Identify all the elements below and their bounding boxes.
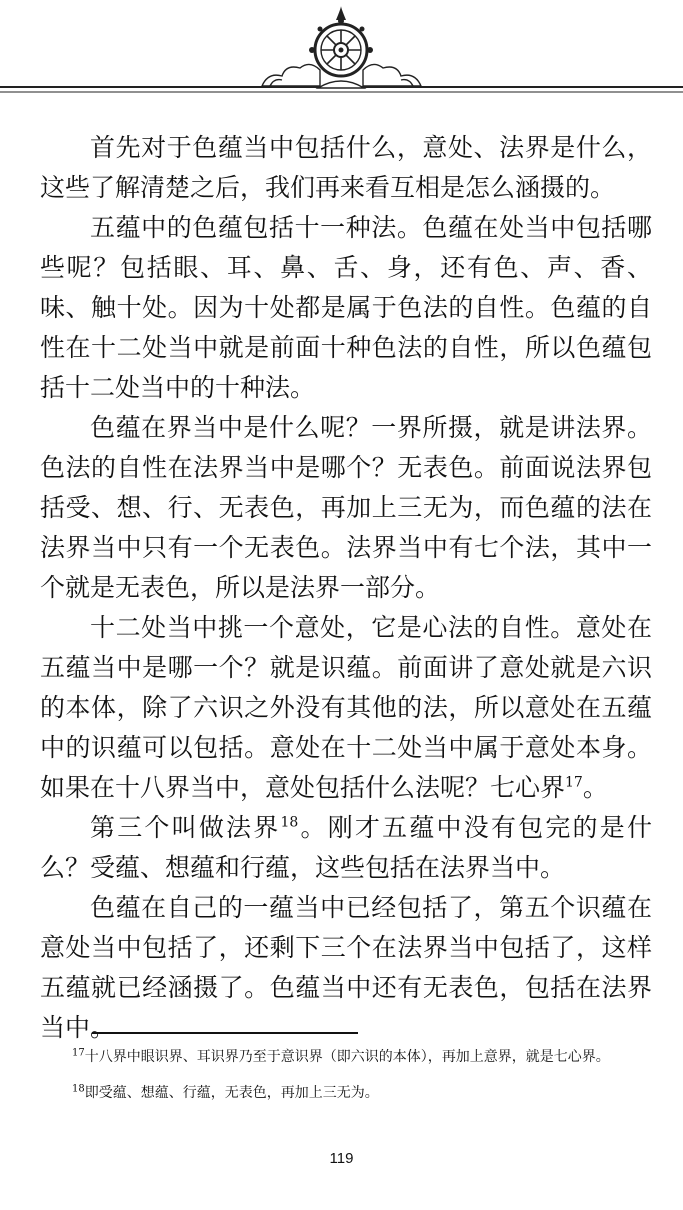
footnote-divider <box>92 1032 358 1034</box>
footnote-ref[interactable]: 17 <box>565 774 583 791</box>
footnote-mark: 18 <box>72 1083 85 1095</box>
paragraph: 第三个叫做法界$^{18}$。刚才五蕴中没有包完的是什么？受蕴、想蕴和行蕴，这些包括在法界当中。 <box>40 813 652 882</box>
main-text <box>40 128 652 1048</box>
paragraph: 首先对于色蕴当中包括什么，意处、法界是什么，这些了解清楚之后，我们再来看互相是怎么涵摄的。 <box>40 133 652 202</box>
page-header-ornament <box>0 0 683 100</box>
paragraph: 五蕴中的色蕴包括十一种法。色蕴在处当中包括哪些呢？包括眼、耳、鼻、舌、身，还有色、声、香、味、触十处。因为十处都是属于色法的自性。色蕴的自性在十二处当中就是前面十种色法的自性，所以色蕴包括十二处当中的十种法。 <box>40 213 652 402</box>
dharma-wheel-icon <box>0 0 683 100</box>
footnotes <box>72 1044 652 1116</box>
footnote-ref[interactable]: 18 <box>280 814 299 831</box>
paragraph: 色蕴在界当中是什么呢？一界所摄，就是讲法界。色法的自性在法界当中是哪个？无表色。前面说法界包括受、想、行、无表色，再加上三无为，而色蕴的法在法界当中只有一个无表色。法界当中有七个法，其中一个就是无表色，所以是法界一部分。 <box>40 413 652 602</box>
footnote: $^{18}$即受蕴、想蕴、行蕴，无表色，再加上三无为。 <box>72 1083 379 1101</box>
paragraph: 十二处当中挑一个意处，它是心法的自性。意处在五蕴当中是哪一个？就是识蕴。前面讲了意处就是六识的本体，除了六识之外没有其他的法，所以意处在五蕴中的识蕴可以包括。意处在十二处当中属于意处本身。如果在十八界当中，意处包括什么法呢？七心界$^{17}$。 <box>40 613 652 802</box>
page-number: 119 <box>329 1150 354 1167</box>
footnote: $^{17}$十八界中眼识界、耳识界乃至于意识界（即六识的本体），再加上意界，就是七心界。 <box>72 1047 610 1065</box>
footnote-mark: 17 <box>72 1047 85 1059</box>
paragraph: 色蕴在自己的一蕴当中已经包括了，第五个识蕴在意处当中包括了，还剩下三个在法界当中包括了，这样五蕴就已经涵摄了。色蕴当中还有无表色，包括在法界当中。 <box>40 893 652 1042</box>
